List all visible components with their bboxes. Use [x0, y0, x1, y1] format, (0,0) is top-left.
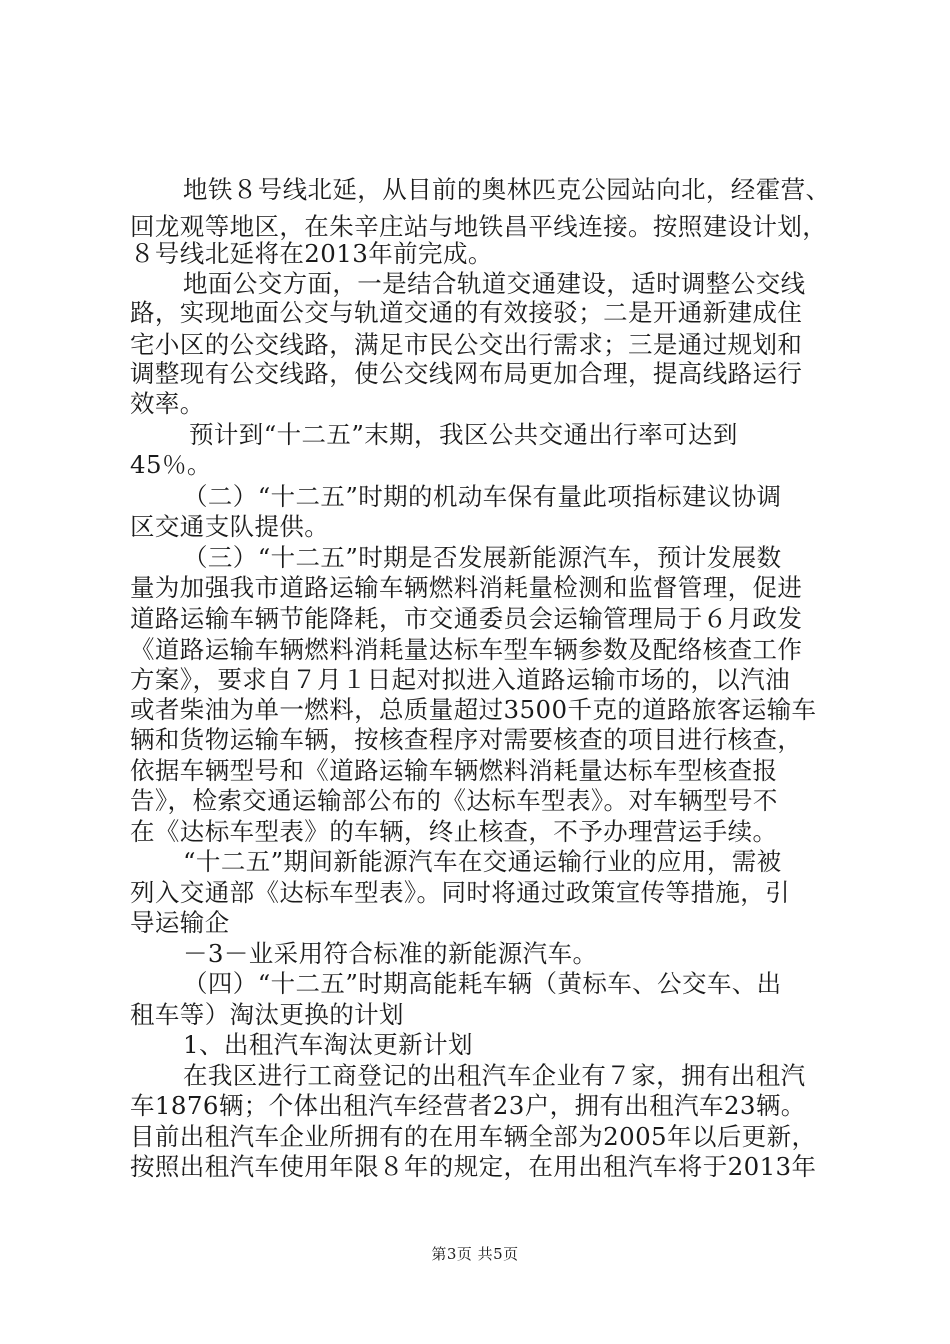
text-line: 辆和货物运输车辆，按核查程序对需要核查的项目进行核查， — [130, 725, 803, 754]
text-line: （三）“十二五”时期是否发展新能源汽车，预计发展数 — [183, 543, 782, 572]
text-line: －3－业采用符合标准的新能源汽车。 — [183, 939, 598, 968]
text-line: 目前出租汽车企业所拥有的在用车辆全部为2005年以后更新， — [130, 1122, 817, 1151]
text-line: 《道路运输车辆燃料消耗量达标车型车辆参数及配络核查工作 — [130, 635, 803, 664]
text-line: 回龙观等地区，在朱辛庄站与地铁昌平线连接。按照建设计划， — [130, 212, 828, 241]
text-line: 预计到“十二五”末期，我区公共交通出行率可达到 — [189, 420, 738, 449]
text-line: 区交通支队提供。 — [130, 512, 330, 541]
text-line: （四）“十二五”时期高能耗车辆（黄标车、公交车、出 — [183, 969, 782, 998]
text-line: 按照出租汽车使用年限８年的规定，在用出租汽车将于2013年 — [130, 1152, 817, 1181]
text-line: ８号线北延将在2013年前完成。 — [130, 239, 493, 268]
text-line: 45％。 — [130, 450, 212, 479]
text-line: 道路运输车辆节能降耗，市交通委员会运输管理局于６月政发 — [130, 604, 803, 633]
text-line: 地面公交方面，一是结合轨道交通建设，适时调整公交线 — [183, 269, 806, 298]
text-line: 告》，检索交通运输部公布的《达标车型表》。对车辆型号不 — [130, 786, 778, 815]
text-line: 在《达标车型表》的车辆，终止核查，不予办理营运手续。 — [130, 817, 778, 846]
text-line: 宅小区的公交线路，满足市民公交出行需求；三是通过规划和 — [130, 330, 803, 359]
text-line: 量为加强我市道路运输车辆燃料消耗量检测和监督管理，促进 — [130, 573, 803, 602]
text-line: 车1876辆；个体出租汽车经营者23户，拥有出租汽车23辆。 — [130, 1091, 806, 1120]
text-line: 地铁８号线北延，从目前的奥林匹克公园站向北，经霍营、 — [183, 175, 831, 204]
text-line: 路，实现地面公交与轨道交通的有效接驳；二是开通新建成住 — [130, 298, 803, 327]
page-number-footer: 第3页 共5页 — [431, 1245, 519, 1263]
text-line: （二）“十二五”时期的机动车保有量此项指标建议协调 — [183, 482, 782, 511]
text-line: 效率。 — [130, 389, 205, 418]
text-line: 列入交通部《达标车型表》。同时将通过政策宣传等措施，引 — [130, 878, 791, 907]
text-line: 导运输企 — [130, 908, 230, 937]
text-line: 依据车辆型号和《道路运输车辆燃料消耗量达标车型核查报 — [130, 756, 778, 785]
text-line: 租车等）淘汰更换的计划 — [130, 1000, 404, 1029]
text-line: 方案》，要求自７月１日起对拟进入道路运输市场的，以汽油 — [130, 665, 791, 694]
text-line: 调整现有公交线路，使公交线网布局更加合理，提高线路运行 — [130, 359, 803, 388]
text-line: 1、出租汽车淘汰更新计划 — [183, 1030, 473, 1059]
text-line: “十二五”期间新能源汽车在交通运输行业的应用，需被 — [183, 847, 782, 876]
text-line: 或者柴油为单一燃料，总质量超过3500千克的道路旅客运输车 — [130, 695, 817, 724]
text-line: 在我区进行工商登记的出租汽车企业有７家，拥有出租汽 — [183, 1061, 806, 1090]
